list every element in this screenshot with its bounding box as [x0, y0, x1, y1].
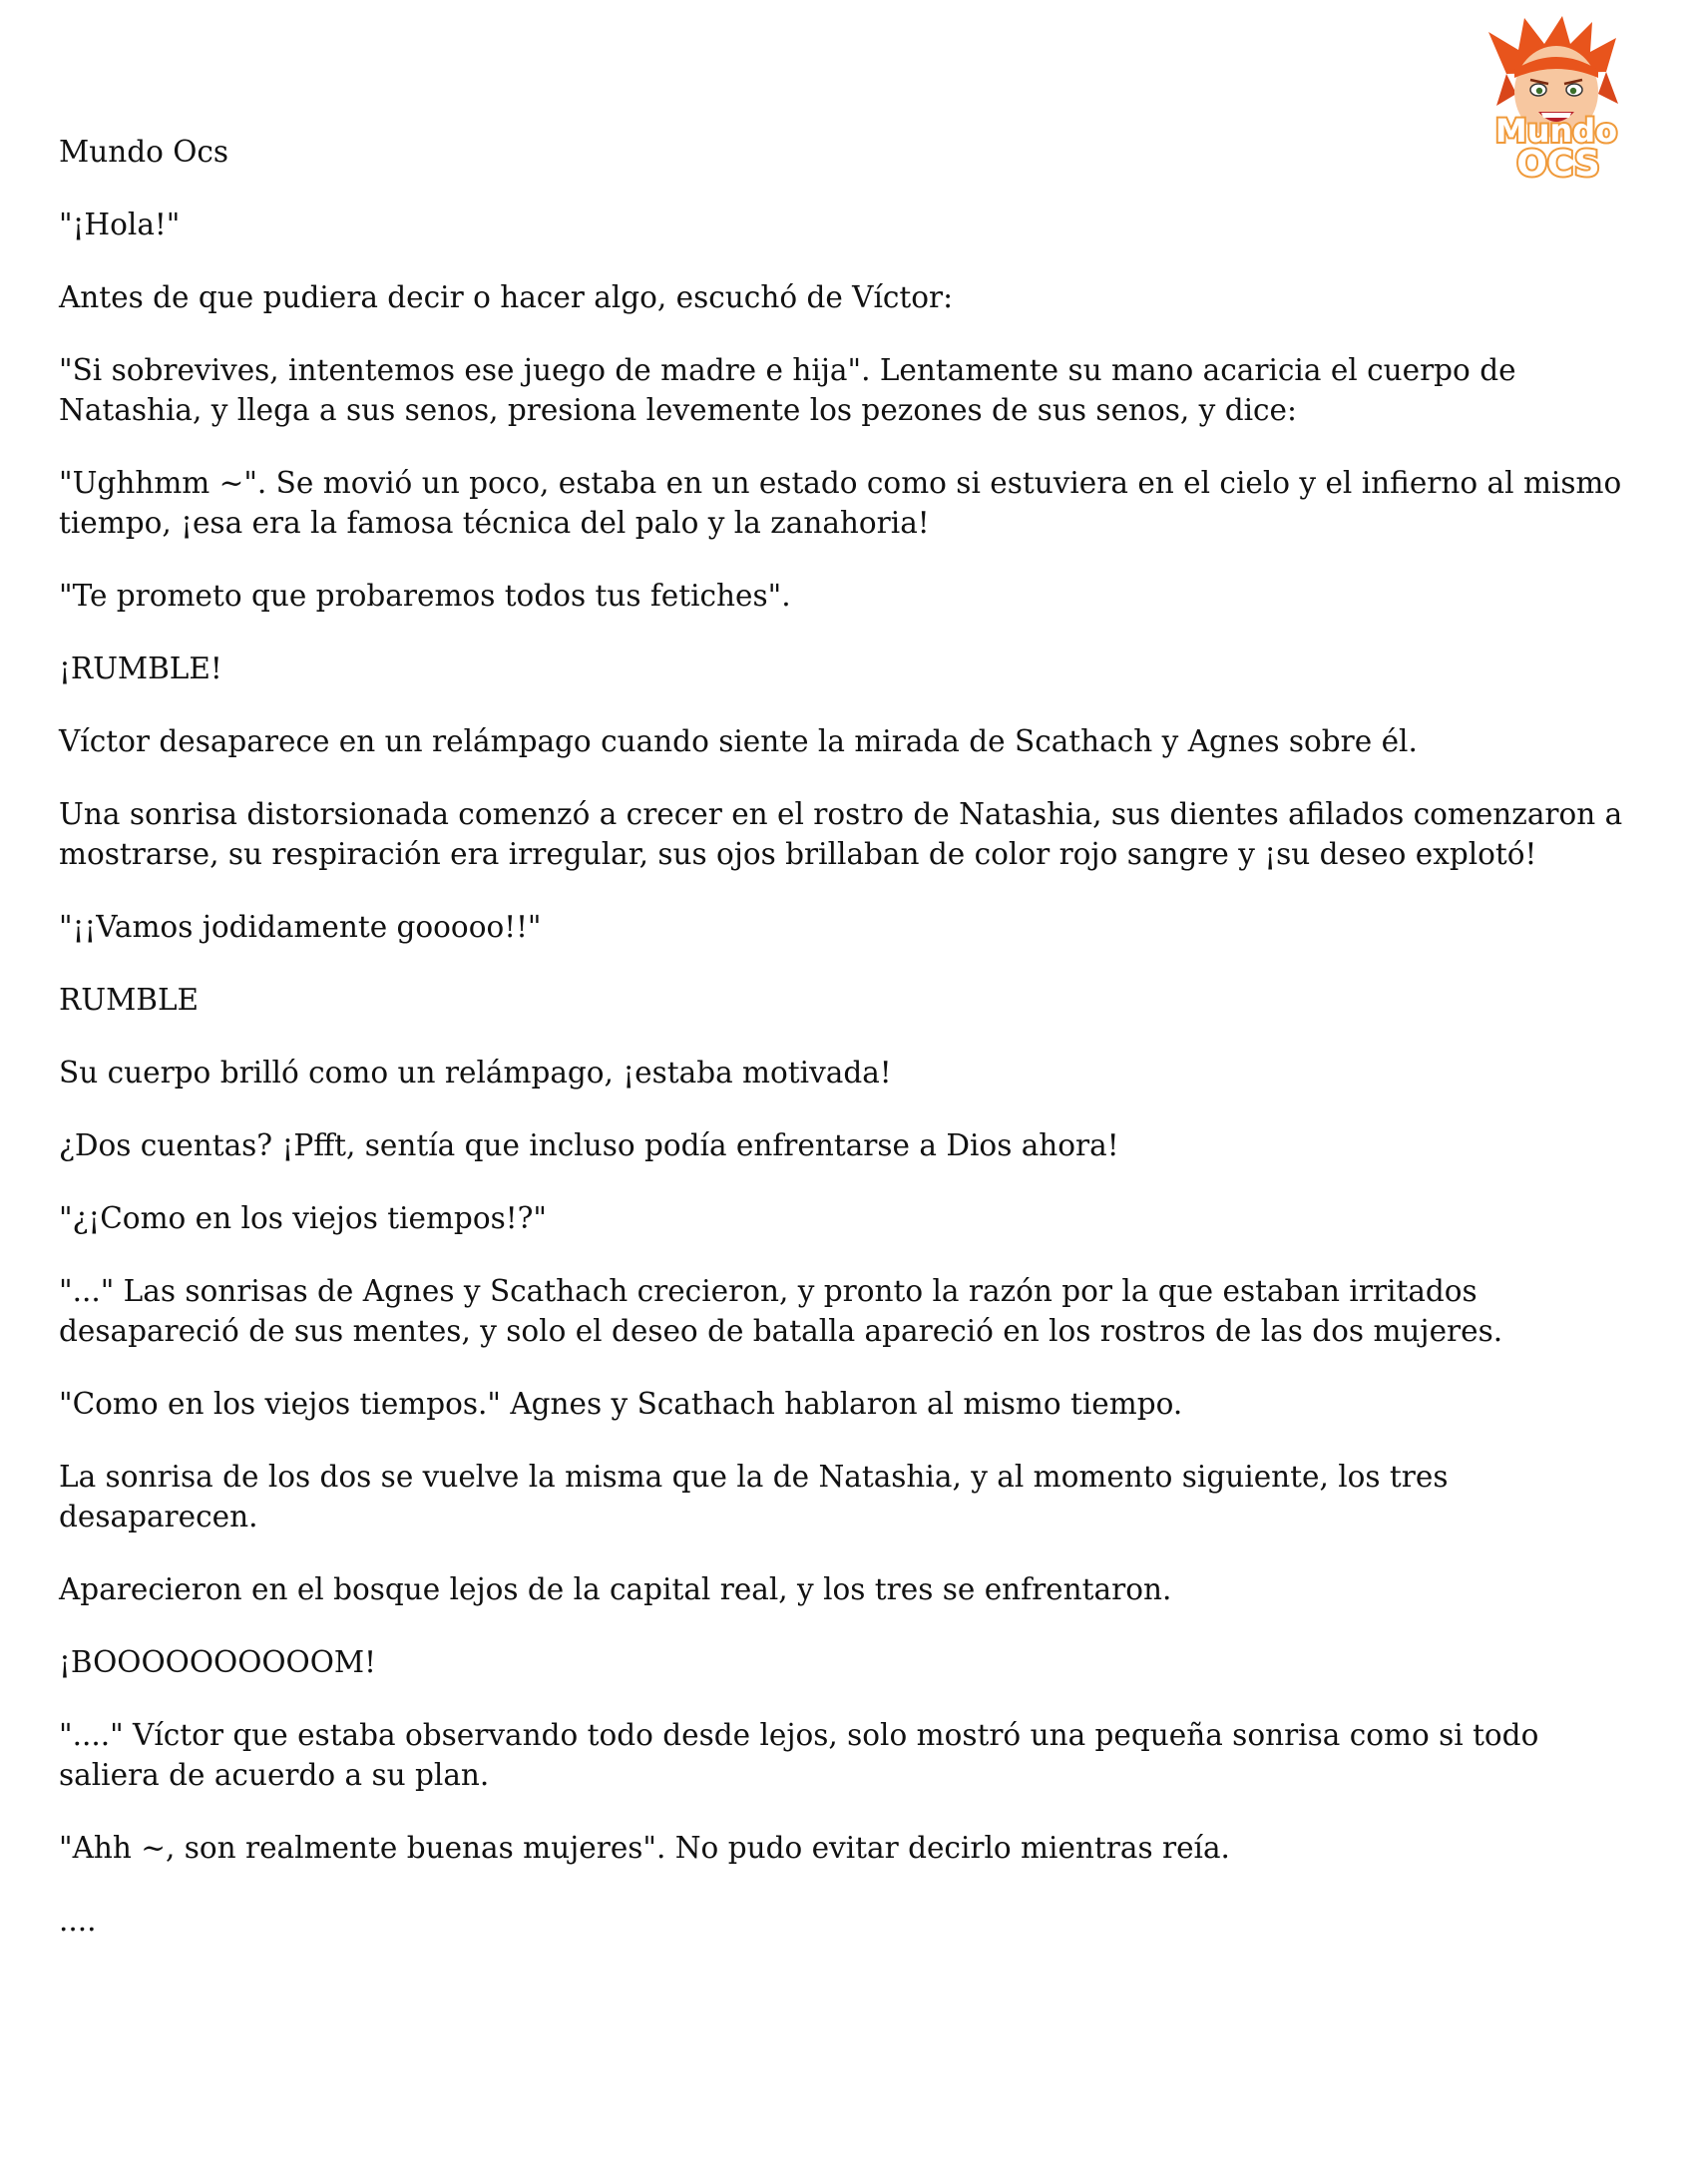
- paragraph: Antes de que pudiera decir o hacer algo, escuchó de Víctor:: [59, 280, 954, 314]
- paragraph: ¿Dos cuentas? ¡Pfft, sentía que incluso podía enfrentarse a Dios ahora!: [59, 1128, 1119, 1162]
- paragraph: La sonrisa de los dos se vuelve la misma que la de Natashia, y al momento siguiente, los tres desaparecen.: [59, 1460, 1449, 1533]
- document-body: [59, 132, 1635, 1973]
- paragraph: "¡Hola!": [59, 208, 181, 241]
- paragraph: "Si sobrevives, intentemos ese juego de madre e hija". Lentamente su mano acaricia el cuerpo de Natashia, y llega a sus senos, presiona levemente los pezones de sus senos, y dice:: [59, 353, 1516, 427]
- paragraph: Su cuerpo brilló como un relámpago, ¡estaba motivada!: [59, 1056, 892, 1090]
- logo-text-top: Mundo: [1494, 112, 1618, 150]
- paragraph: "¿¡Como en los viejos tiempos!?": [59, 1201, 547, 1235]
- paragraph-ellipsis: ....: [59, 1904, 97, 1938]
- paragraph: "Ahh ~, son realmente buenas mujeres". No pudo evitar decirlo mientras reía.: [59, 1831, 1230, 1865]
- paragraph: RUMBLE: [59, 983, 200, 1017]
- paragraph-source-title: Mundo Ocs: [59, 135, 229, 169]
- paragraph: Una sonrisa distorsionada comenzó a crecer en el rostro de Natashia, sus dientes afilados comenzaron a mostrarse, su respiración era irregular, sus ojos brillaban de color rojo sangre y ¡su deseo explotó!: [59, 797, 1623, 871]
- paragraph: "...." Víctor que estaba observando todo desde lejos, solo mostró una pequeña sonrisa como si todo saliera de acuerdo a su plan.: [59, 1718, 1539, 1792]
- paragraph: "..." Las sonrisas de Agnes y Scathach crecieron, y pronto la razón por la que estaban irritados desapareció de sus mentes, y solo el deseo de batalla apareció en los rostros de las dos mujeres.: [59, 1274, 1503, 1348]
- paragraph: ¡RUMBLE!: [59, 652, 222, 685]
- logo-text-bottom: OCS: [1516, 144, 1600, 184]
- paragraph: "Como en los viejos tiempos." Agnes y Scathach hablaron al mismo tiempo.: [59, 1387, 1183, 1421]
- paragraph: "Ughhmm ~". Se movió un poco, estaba en un estado como si estuviera en el cielo y el infierno al mismo tiempo, ¡esa era la famosa técnica del palo y la zanahoria!: [59, 466, 1622, 540]
- paragraph: Víctor desaparece en un relámpago cuando siente la mirada de Scathach y Agnes sobre él.: [59, 724, 1418, 758]
- paragraph: "Te prometo que probaremos todos tus fetiches".: [59, 579, 791, 613]
- paragraph: Aparecieron en el bosque lejos de la capital real, y los tres se enfrentaron.: [59, 1572, 1172, 1606]
- paragraph: "¡¡Vamos jodidamente gooooo!!": [59, 910, 542, 944]
- paragraph: ¡BOOOOOOOOOOM!: [59, 1645, 376, 1679]
